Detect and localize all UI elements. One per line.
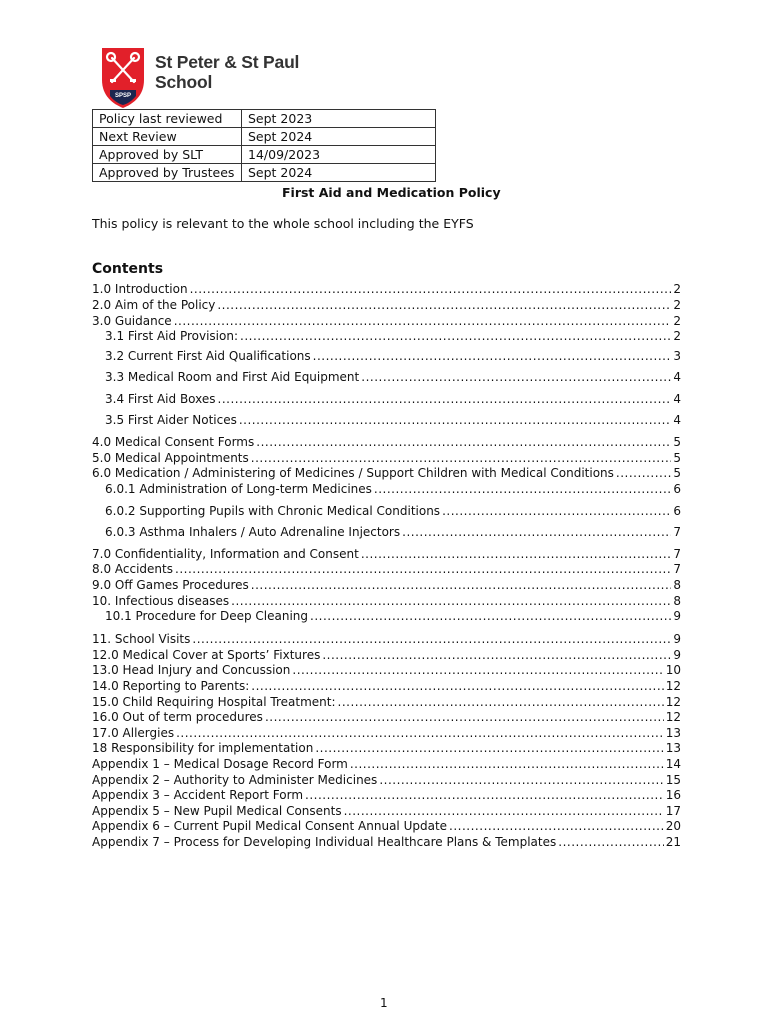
toc-entry-page: 17	[665, 804, 681, 818]
toc-dot-leader	[251, 450, 672, 466]
toc-entry[interactable]	[92, 787, 681, 803]
toc-entry[interactable]	[92, 450, 681, 466]
info-value: 14/09/2023	[242, 146, 436, 164]
toc-dot-leader	[251, 577, 672, 593]
toc-dot-leader	[616, 465, 671, 481]
toc-entry-title: 4.0 Medical Consent Forms	[92, 435, 255, 449]
toc-entry-title: 9.0 Off Games Procedures	[92, 578, 249, 592]
toc-entry-page: 21	[665, 835, 681, 849]
toc-entry[interactable]	[105, 503, 681, 519]
toc-dot-leader	[218, 391, 672, 407]
contents-heading: Contents	[92, 261, 164, 277]
toc-dot-leader	[449, 818, 664, 834]
toc-dot-leader	[338, 694, 664, 710]
toc-dot-leader	[379, 772, 663, 788]
toc-dot-leader	[256, 434, 671, 450]
toc-entry-page: 10	[665, 663, 681, 677]
toc-entry-page: 5	[673, 451, 681, 465]
toc-entry-page: 20	[665, 819, 681, 833]
toc-entry-page: 7	[673, 562, 681, 576]
toc-entry[interactable]	[92, 561, 681, 577]
toc-entry[interactable]	[92, 756, 681, 772]
toc-entry-page: 4	[673, 392, 681, 406]
toc-dot-leader	[231, 593, 671, 609]
toc-entry[interactable]	[105, 328, 681, 344]
toc-entry-title: Appendix 1 – Medical Dosage Record Form	[92, 757, 348, 771]
toc-entry[interactable]	[105, 391, 681, 407]
toc-entry[interactable]	[105, 369, 681, 385]
toc-dot-leader	[292, 662, 663, 678]
toc-entry-page: 2	[673, 314, 681, 328]
policy-scope-text: This policy is relevant to the whole school including the EYFS	[92, 216, 474, 231]
info-value: Sept 2024	[242, 164, 436, 182]
toc-entry-page: 2	[673, 329, 681, 343]
toc-dot-leader	[442, 503, 671, 519]
toc-entry-page: 7	[673, 547, 681, 561]
info-row	[93, 146, 436, 164]
toc-dot-leader	[217, 297, 671, 313]
toc-entry[interactable]	[92, 593, 681, 609]
info-label: Approved by Trustees	[93, 164, 242, 182]
info-value: Sept 2024	[242, 128, 436, 146]
toc-entry[interactable]	[92, 772, 681, 788]
toc-entry-page: 14	[665, 757, 681, 771]
toc-entry-title: Appendix 5 – New Pupil Medical Consents	[92, 804, 342, 818]
toc-entry[interactable]	[92, 647, 681, 663]
toc-entry[interactable]	[92, 709, 681, 725]
toc-entry[interactable]	[92, 434, 681, 450]
toc-dot-leader	[322, 647, 671, 663]
toc-entry-title: Appendix 6 – Current Pupil Medical Consent Annual Update	[92, 819, 448, 833]
toc-entry[interactable]	[92, 297, 681, 313]
toc-entry-page: 5	[673, 466, 681, 480]
toc-entry-title: Appendix 3 – Accident Report Form	[92, 788, 304, 802]
toc-entry-title: 3.4 First Aid Boxes	[105, 392, 216, 406]
toc-entry-title: 6.0.1 Administration of Long-term Medicines	[105, 482, 372, 496]
toc-entry-title: 10.1 Procedure for Deep Cleaning	[105, 609, 309, 623]
toc-entry[interactable]	[92, 662, 681, 678]
toc-entry-page: 8	[673, 578, 681, 592]
toc-entry-title: 1.0 Introduction	[92, 282, 188, 296]
school-name-line2: School	[155, 72, 213, 92]
toc-entry-title: 8.0 Accidents	[92, 562, 173, 576]
toc-entry-page: 3	[673, 349, 681, 363]
toc-entry[interactable]	[92, 546, 681, 562]
toc-dot-leader	[361, 546, 672, 562]
toc-dot-leader	[315, 740, 663, 756]
toc-entry[interactable]	[105, 412, 681, 428]
toc-dot-leader	[176, 725, 664, 741]
toc-entry[interactable]	[105, 481, 681, 497]
page-title: First Aid and Medication Policy	[282, 185, 501, 200]
info-value: Sept 2023	[242, 110, 436, 128]
toc-entry-page: 9	[673, 609, 681, 623]
toc-dot-leader	[350, 756, 664, 772]
toc-entry-title: 3.1 First Aid Provision:	[105, 329, 238, 343]
toc-dot-leader	[361, 369, 671, 385]
toc-entry-title: 3.5 First Aider Notices	[105, 413, 237, 427]
toc-entry-page: 6	[673, 482, 681, 496]
toc-entry-page: 2	[673, 282, 681, 296]
toc-entry-page: 13	[665, 726, 681, 740]
toc-dot-leader	[313, 348, 672, 364]
toc-entry-title: 5.0 Medical Appointments	[92, 451, 249, 465]
toc-entry-page: 6	[673, 504, 681, 518]
toc-dot-leader	[240, 328, 671, 344]
toc-entry-title: Appendix 7 – Process for Developing Individual Healthcare Plans & Templates	[92, 835, 557, 849]
toc-entry[interactable]	[92, 678, 681, 694]
toc-entry-title: 3.0 Guidance	[92, 314, 172, 328]
toc-dot-leader	[402, 524, 671, 540]
toc-entry-title: Appendix 2 – Authority to Administer Medicines	[92, 773, 378, 787]
school-crest-icon	[100, 46, 146, 110]
toc-entry[interactable]	[92, 313, 681, 329]
policy-info-table	[92, 109, 436, 182]
info-label: Policy last reviewed	[93, 110, 242, 128]
school-name-line1: St Peter & St Paul	[155, 52, 300, 72]
toc-dot-leader	[265, 709, 664, 725]
info-row	[93, 110, 436, 128]
toc-entry-title: 6.0 Medication / Administering of Medicines / Support Children with Medical Conditions	[92, 466, 614, 480]
toc-entry-title: 16.0 Out of term procedures	[92, 710, 263, 724]
toc-entry[interactable]	[92, 281, 681, 297]
toc-entry-page: 9	[673, 632, 681, 646]
school-logo	[100, 46, 320, 110]
toc-entry-page: 8	[673, 594, 681, 608]
school-name	[155, 52, 299, 92]
toc-entry[interactable]	[92, 740, 681, 756]
toc-entry[interactable]	[105, 524, 681, 540]
toc-entry[interactable]	[92, 631, 681, 647]
toc-entry-page: 12	[665, 695, 681, 709]
toc-entry-title: 7.0 Confidentiality, Information and Consent	[92, 547, 359, 561]
toc-entry[interactable]	[92, 834, 681, 850]
toc-dot-leader	[310, 608, 671, 624]
toc-entry-title: 15.0 Child Requiring Hospital Treatment:	[92, 695, 336, 709]
toc-entry-title: 6.0.3 Asthma Inhalers / Auto Adrenaline Injectors	[105, 525, 401, 539]
page-number: 1	[380, 996, 388, 1010]
toc-entry-title: 2.0 Aim of the Policy	[92, 298, 216, 312]
info-row	[93, 164, 436, 182]
toc-dot-leader	[190, 281, 672, 297]
toc-entry-page: 12	[665, 679, 681, 693]
toc-entry-title: 11. School Visits	[92, 632, 191, 646]
toc-entry-page: 12	[665, 710, 681, 724]
toc-entry-page: 5	[673, 435, 681, 449]
toc-entry[interactable]	[92, 818, 681, 834]
toc-dot-leader	[374, 481, 671, 497]
toc-entry-page: 16	[665, 788, 681, 802]
toc-entry-title: 14.0 Reporting to Parents:	[92, 679, 250, 693]
toc-dot-leader	[174, 313, 672, 329]
toc-dot-leader	[558, 834, 663, 850]
toc-entry-title: 18 Responsibility for implementation	[92, 741, 314, 755]
info-label: Approved by SLT	[93, 146, 242, 164]
toc-entry[interactable]	[92, 694, 681, 710]
crest-text: SPSP	[114, 93, 132, 99]
toc-dot-leader	[192, 631, 671, 647]
toc-entry[interactable]	[105, 348, 681, 364]
toc-dot-leader	[344, 803, 664, 819]
toc-entry[interactable]	[92, 725, 681, 741]
toc-dot-leader	[251, 678, 663, 694]
toc-entry-title: 10. Infectious diseases	[92, 594, 230, 608]
toc-entry-title: 3.2 Current First Aid Qualifications	[105, 349, 311, 363]
toc-dot-leader	[175, 561, 671, 577]
toc-entry[interactable]	[92, 577, 681, 593]
toc-entry-page: 15	[665, 773, 681, 787]
toc-entry[interactable]	[105, 608, 681, 624]
toc-entry-page: 4	[673, 413, 681, 427]
toc-entry-page: 9	[673, 648, 681, 662]
toc-dot-leader	[239, 412, 672, 428]
info-row	[93, 128, 436, 146]
toc-entry-page: 2	[673, 298, 681, 312]
toc-entry-title: 13.0 Head Injury and Concussion	[92, 663, 291, 677]
toc-dot-leader	[305, 787, 664, 803]
toc-entry[interactable]	[92, 803, 681, 819]
toc-entry-page: 7	[673, 525, 681, 539]
toc-entry-page: 4	[673, 370, 681, 384]
toc-entry-title: 12.0 Medical Cover at Sports’ Fixtures	[92, 648, 321, 662]
toc-entry-page: 13	[665, 741, 681, 755]
toc-entry-title: 17.0 Allergies	[92, 726, 175, 740]
toc-entry-title: 6.0.2 Supporting Pupils with Chronic Medical Conditions	[105, 504, 441, 518]
toc-entry[interactable]	[92, 465, 681, 481]
info-label: Next Review	[93, 128, 242, 146]
toc-entry-title: 3.3 Medical Room and First Aid Equipment	[105, 370, 360, 384]
